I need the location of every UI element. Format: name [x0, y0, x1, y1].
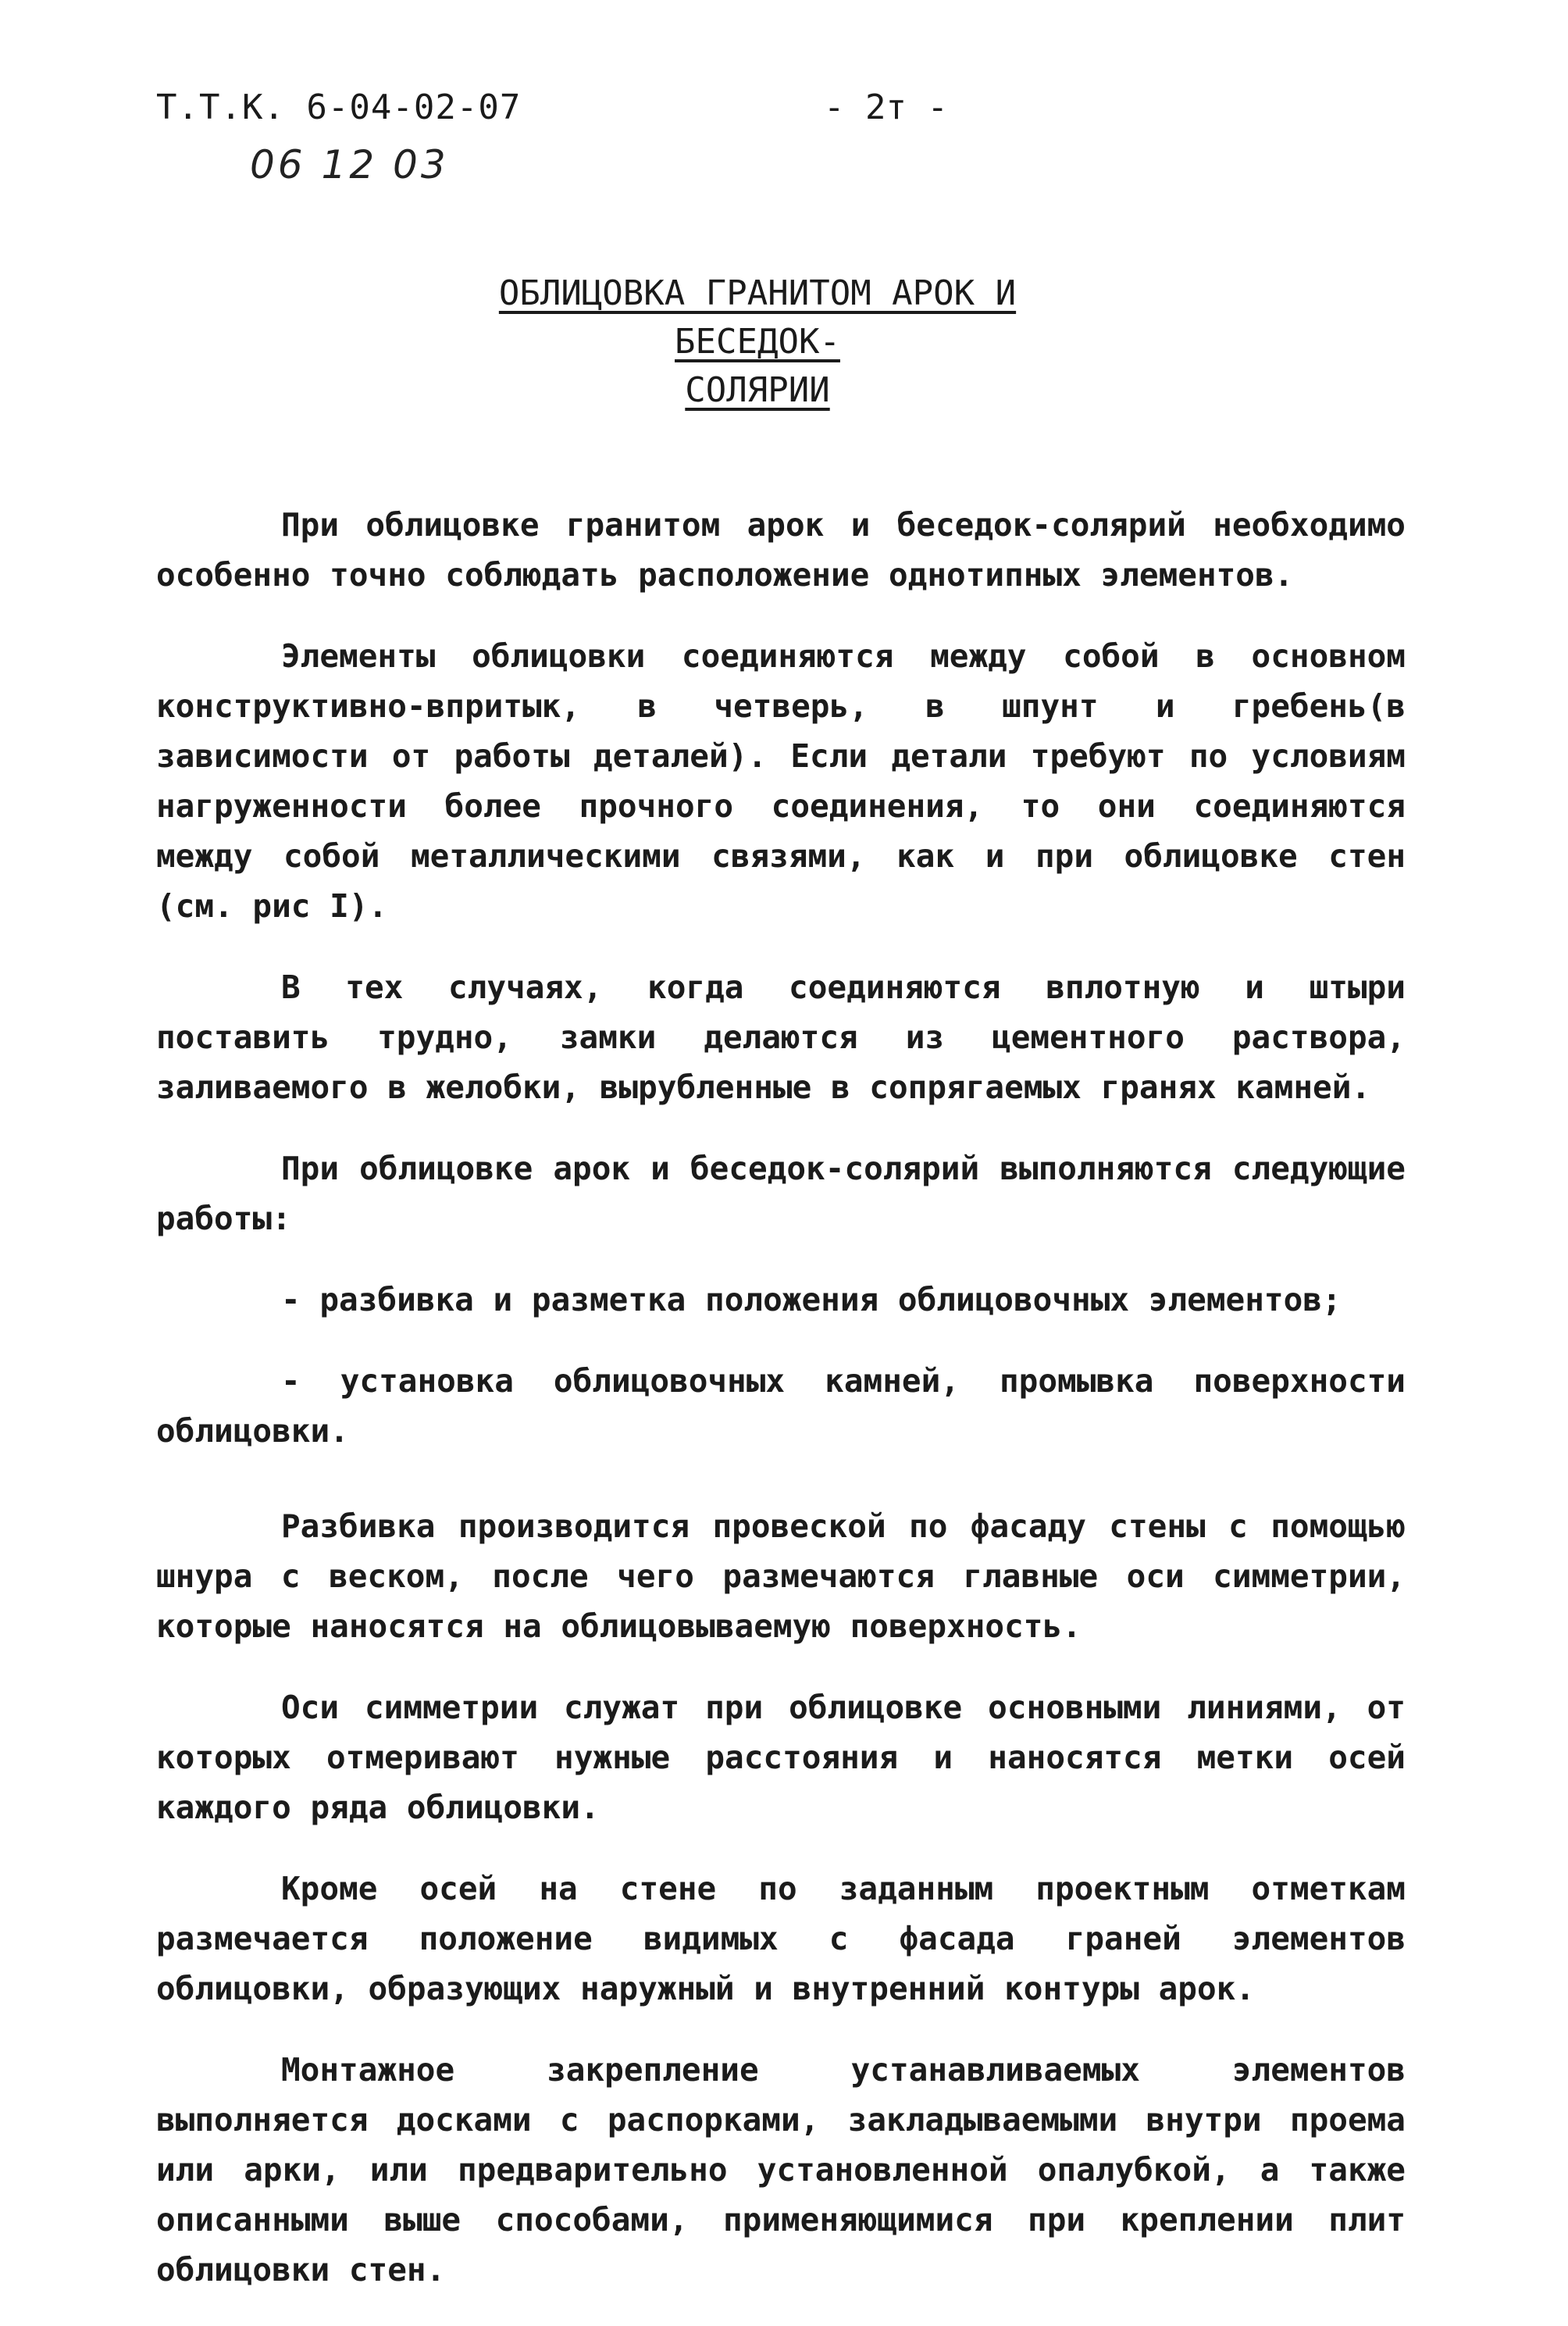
list-item-marking: - разбивка и разметка положения облицовочных элементов;	[281, 1281, 1342, 1318]
section-title	[406, 269, 1109, 415]
handwritten-code: 06 12 03	[250, 142, 449, 187]
paragraph-locks: В тех случаях, когда соединяются вплотную и штыри поставить трудно, замки делаются из цементного раствора, заливаемого в желобки, вырубленные в сопрягаемых гранях камней.	[156, 969, 1406, 1106]
paragraph-layout: Разбивка производится провеской по фасаду стены с помощью шнура с веском, после чего размечаются главные оси симметрии, которые наносятся на облицовываемую поверхность.	[156, 1507, 1406, 1645]
paragraph-works: При облицовке арок и беседок-солярий выполняются следующие работы:	[156, 1150, 1406, 1237]
page-number: - 2т -	[824, 87, 948, 127]
paragraph-axes: Оси симметрии служат при облицовке основными линиями, от которых отмеривают нужные расстояния и наносятся метки осей каждого ряда облицовки.	[156, 1689, 1406, 1826]
list-item-installation: - установка облицовочных камней, промывка поверхности облицовки.	[156, 1362, 1406, 1450]
title-line-1: ОБЛИЦОВКА ГРАНИТОМ АРОК И БЕСЕДОК-	[498, 273, 1017, 362]
paragraph-intro: При облицовке гранитом арок и беседок-солярий необходимо особенно точно соблюдать расположение однотипных элементов.	[156, 506, 1406, 594]
title-line-2: СОЛЯРИИ	[685, 370, 830, 410]
body-text	[156, 500, 1406, 2326]
paragraph-fixing: Монтажное закрепление устанавливаемых элементов выполняется досками с распорками, закладываемыми внутри проема или арки, или предварительно установленной опалубкой, а также описанными выше способами, применяющимися при креплении плит облицовки стен.	[156, 2051, 1406, 2289]
paragraph-contours: Кроме осей на стене по заданным проектным отметкам размечается положение видимых с фасада граней элементов облицовки, образующих наружный и внутренний контуры арок.	[156, 1870, 1406, 2007]
document-code: Т.Т.К. 6-04-02-07	[156, 87, 522, 127]
paragraph-joints: Элементы облицовки соединяются между собой в основном конструктивно-впритык, в четверь, в шпунт и гребень(в зависимости от работы деталей). Если детали требуют по условиям нагруженности более прочного соединения, то они соединяются между собой металлическими связями, как и при облицовке стен (см. рис I).	[156, 637, 1406, 925]
